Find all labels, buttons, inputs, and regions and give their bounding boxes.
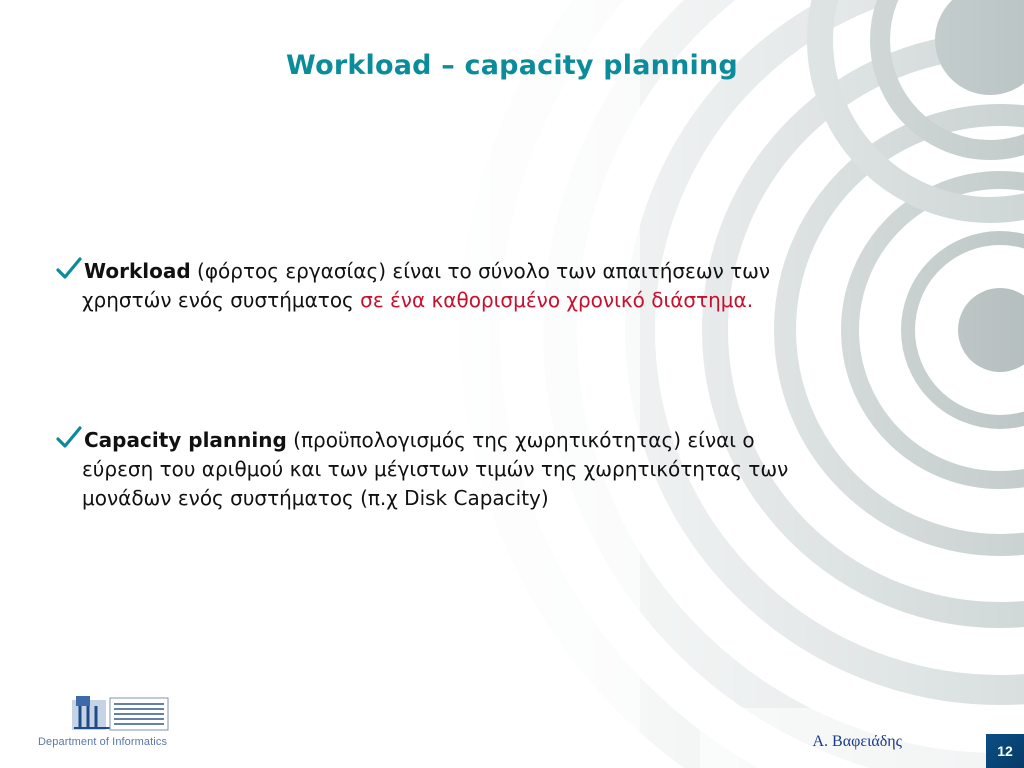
bullet-line [56,426,956,455]
bullet-highlight: σε ένα καθορισμένο χρονικό διάστημα. [360,288,754,312]
bullet-line [56,286,956,315]
bullet-term: Capacity planning [84,428,287,452]
bullet-text: (προϋπολογισμός της χωρητικότητας) είναι ο [286,428,755,452]
department-logo [38,692,198,752]
bullet-line [56,484,956,513]
bullet-text: (φόρτος εργασίας) είναι το σύνολο των απαιτήσεων των [190,259,771,283]
page-number: 12 [986,734,1024,768]
logo-caption: Department of Informatics [38,736,168,748]
bullet-workload [56,257,956,315]
bullet-capacity-planning [56,426,956,513]
bullet-line [56,257,956,286]
checkmark-icon [56,257,82,281]
bullet-text: χρηστών ενός συστήματος [82,288,361,312]
bullet-text: εύρεση του αριθμού και των μέγιστων τιμών της χωρητικότητας των [82,457,789,481]
bullet-line [56,455,956,484]
checkmark-icon [56,426,82,450]
bullet-term: Workload [84,259,191,283]
institution-logo-icon [70,692,180,736]
author-name: Α. Βαφειάδης [812,733,902,750]
slide-title: Workload – capacity planning [286,50,738,81]
bullet-text: μονάδων ενός συστήματος (π.χ Disk Capacity) [82,486,549,510]
